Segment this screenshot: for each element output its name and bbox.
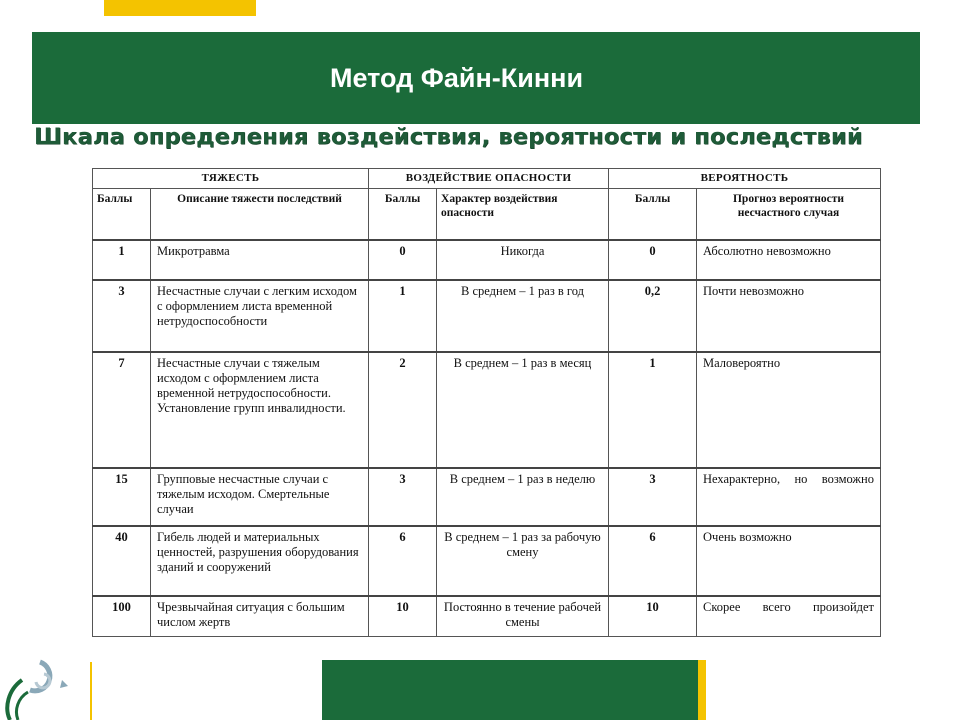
- exposure-description: В среднем – 1 раз в месяц: [437, 352, 609, 468]
- group-probability: ВЕРОЯТНОСТЬ: [609, 169, 881, 189]
- probability-description: Абсолютно невозможно: [697, 240, 881, 280]
- severity-points: 7: [93, 352, 151, 468]
- top-yellow-bar: [104, 0, 256, 16]
- slide-title: Метод Файн-Кинни: [330, 62, 584, 93]
- header-severity-points: Баллы: [93, 189, 151, 241]
- exposure-description: Никогда: [437, 240, 609, 280]
- table-row: [93, 280, 881, 352]
- table-row: [93, 596, 881, 636]
- severity-description: Чрезвычайная ситуация с большим числом жертв: [151, 596, 369, 636]
- header-severity-description: Описание тяжести последствий: [151, 189, 369, 241]
- table-row: [93, 526, 881, 596]
- table-row: [93, 240, 881, 280]
- exposure-description: Постоянно в течение рабочей смены: [437, 596, 609, 636]
- probability-points: 1: [609, 352, 697, 468]
- exposure-points: 10: [369, 596, 437, 636]
- severity-points: 15: [93, 468, 151, 526]
- column-header-row: [93, 189, 881, 241]
- probability-description: Маловероятно: [697, 352, 881, 468]
- probability-points: 10: [609, 596, 697, 636]
- slide-subtitle: Шкала определения воздействия, вероятности и последствий: [34, 124, 863, 150]
- fine-kinney-table: [92, 168, 881, 637]
- probability-points: 0,2: [609, 280, 697, 352]
- header-exposure-points: Баллы: [369, 189, 437, 241]
- probability-description: Скорее всего произойдет: [697, 596, 881, 636]
- probability-description: Почти невозможно: [697, 280, 881, 352]
- severity-description: Микротравма: [151, 240, 369, 280]
- probability-description: Очень возможно: [697, 526, 881, 596]
- bottom-green-bar: [322, 660, 698, 720]
- exposure-points: 3: [369, 468, 437, 526]
- header-probability-description: Прогноз вероятности несчастного случая: [697, 189, 881, 241]
- severity-points: 3: [93, 280, 151, 352]
- exposure-description: В среднем – 1 раз в год: [437, 280, 609, 352]
- severity-points: 100: [93, 596, 151, 636]
- probability-points: 3: [609, 468, 697, 526]
- exposure-points: 1: [369, 280, 437, 352]
- bottom-yellow-bar: [698, 660, 706, 720]
- severity-description: Гибель людей и материальных ценностей, разрушения оборудования зданий и сооружений: [151, 526, 369, 596]
- probability-description: Нехарактерно, но возможно: [697, 468, 881, 526]
- recycle-logo-icon: [0, 652, 70, 720]
- group-severity: ТЯЖЕСТЬ: [93, 169, 369, 189]
- header-exposure-description: Характер воздействия опасности: [437, 189, 609, 241]
- probability-points: 0: [609, 240, 697, 280]
- table-row: [93, 468, 881, 526]
- group-exposure: ВОЗДЕЙСТВИЕ ОПАСНОСТИ: [369, 169, 609, 189]
- left-yellow-line: [90, 662, 92, 720]
- exposure-points: 2: [369, 352, 437, 468]
- severity-description: Групповые несчастные случаи с тяжелым исходом. Смертельные случаи: [151, 468, 369, 526]
- group-header-row: [93, 169, 881, 189]
- exposure-description: В среднем – 1 раз за рабочую смену: [437, 526, 609, 596]
- severity-description: Несчастные случаи с тяжелым исходом с оформлением листа временной нетрудоспособности. Установление групп инвалидности.: [151, 352, 369, 468]
- header-probability-points: Баллы: [609, 189, 697, 241]
- exposure-points: 6: [369, 526, 437, 596]
- severity-points: 40: [93, 526, 151, 596]
- severity-points: 1: [93, 240, 151, 280]
- exposure-description: В среднем – 1 раз в неделю: [437, 468, 609, 526]
- severity-description: Несчастные случаи с легким исходом с оформлением листа временной нетрудоспособности: [151, 280, 369, 352]
- title-band: [32, 32, 920, 124]
- table-row: [93, 352, 881, 468]
- probability-points: 6: [609, 526, 697, 596]
- exposure-points: 0: [369, 240, 437, 280]
